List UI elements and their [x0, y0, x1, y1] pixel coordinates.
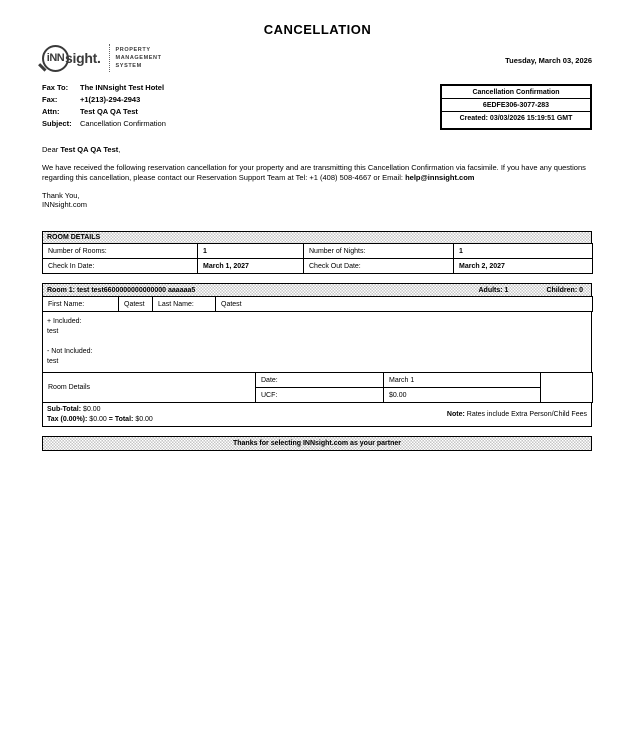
document-header: [42, 44, 592, 72]
innsight-logo: [42, 44, 162, 72]
logo-tagline-line: PROPERTY: [115, 47, 151, 53]
tax-value: $0.00: [89, 415, 107, 423]
confirmation-number: 6EDFE306-3077-283: [442, 99, 590, 112]
included-value: test: [47, 328, 59, 335]
subject-value: Cancellation Confirmation: [80, 119, 166, 128]
salutation: [42, 145, 592, 154]
document-content: [42, 44, 592, 451]
fax-to-row: [42, 82, 166, 94]
document-title: CANCELLATION: [263, 22, 372, 37]
room1-children-count: Children: 0: [546, 286, 583, 294]
subtotal-label: Sub-Total:: [47, 406, 82, 413]
logo-brand-suffix: sight.: [65, 50, 101, 66]
last-name-label: Last Name:: [153, 297, 216, 312]
salutation-name: Test QA QA Test: [60, 145, 119, 154]
document-date: Tuesday, March 03, 2026: [505, 56, 592, 65]
closing-thank-you: Thank You,: [42, 191, 80, 200]
rates-note: [447, 410, 587, 420]
fax-number-row: [42, 94, 166, 106]
room1-occupancy: [478, 287, 587, 294]
logo-tagline-line: MANAGEMENT: [115, 55, 162, 61]
rate-date-label: Date:: [256, 373, 384, 388]
total-label: = Total:: [108, 415, 134, 423]
fax-number-value: +1(213)-294-2943: [80, 95, 141, 104]
first-name-label: First Name:: [43, 297, 119, 312]
attn-label: Attn:: [42, 107, 60, 116]
check-in-date-value: March 1, 2027: [198, 259, 304, 274]
room1-section-header: [42, 283, 592, 297]
room1-title: Room 1: test test6600000000000000 aaaaaa5: [47, 286, 196, 294]
note-text: Rates include Extra Person/Child Fees: [466, 410, 587, 418]
number-of-rooms-label: Number of Rooms:: [43, 244, 198, 259]
subject-row: [42, 118, 166, 130]
logo-tagline: [116, 46, 162, 70]
fax-number-label: Fax:: [42, 95, 58, 104]
subject-label: Subject:: [42, 119, 72, 128]
not-included-value: test: [47, 358, 59, 365]
first-name-value: Qatest: [119, 297, 153, 312]
support-email: help@innsight.com: [405, 172, 475, 182]
salutation-prefix: Dear: [42, 145, 61, 154]
table-row: [43, 297, 593, 312]
confirmation-box-title: Cancellation Confirmation: [442, 86, 590, 99]
salutation-suffix: ,: [118, 145, 121, 154]
room1-adults-count: Adults: 1: [478, 286, 509, 294]
table-row: [43, 259, 593, 274]
fax-header-block: [42, 82, 166, 130]
fax-to-label: Fax To:: [42, 83, 69, 92]
room-rate-table: [42, 372, 593, 403]
logo-tagline-line: SYSTEM: [115, 63, 142, 69]
check-out-date-value: March 2, 2027: [454, 259, 593, 274]
body-paragraph: [42, 163, 592, 182]
check-out-date-label: Check Out Date:: [304, 259, 454, 274]
number-of-rooms-value: 1: [198, 244, 304, 259]
confirmation-created-timestamp: Created: 03/03/2026 15:19:51 GMT: [459, 115, 573, 122]
total-value: $0.00: [135, 415, 153, 423]
ucf-value: $0.00: [384, 388, 541, 403]
number-of-nights-value: 1: [454, 244, 593, 259]
guest-name-table: [42, 296, 593, 312]
footer-banner: [42, 436, 592, 451]
totals-row: [42, 403, 592, 427]
tax-total-line: [47, 415, 153, 425]
table-row: [43, 373, 593, 388]
included-label: + Included:: [47, 318, 82, 325]
room-details-cell-label: Room Details: [43, 373, 256, 403]
body-paragraph-text: We have received the following reservation cancellation for your property and are transmitting this Cancellation Confirmation via facsimile. If you have any questions regarding this cancellation, please contact our Reservation Support Team at Tel: +1 (408) 508-4667 or Email:: [42, 163, 586, 182]
fax-confirmation-row: [42, 82, 592, 130]
spacer: [47, 337, 587, 347]
not-included-label: - Not Included:: [47, 348, 93, 355]
attn-value: Test QA QA Test: [80, 107, 138, 116]
table-row: [43, 244, 593, 259]
number-of-nights-label: Number of Nights:: [304, 244, 454, 259]
totals-left: [47, 405, 153, 424]
logo-brand-prefix: iNN: [46, 52, 65, 64]
ucf-label: UCF:: [256, 388, 384, 403]
rate-empty-cell: [541, 373, 593, 403]
fax-to-value: The INNsight Test Hotel: [80, 83, 165, 92]
room-details-section-title: ROOM DETAILS: [47, 234, 101, 241]
closing-block: [42, 191, 592, 209]
attn-row: [42, 106, 166, 118]
logo-divider: [109, 44, 110, 72]
subtotal-line: [47, 405, 153, 415]
rate-date-value: March 1: [384, 373, 541, 388]
closing-signature: INNsight.com: [42, 200, 88, 209]
inclusions-cell: [42, 312, 592, 373]
check-in-date-label: Check In Date:: [43, 259, 198, 274]
footer-banner-text: Thanks for selecting INNsight.com as your partner: [232, 440, 402, 447]
magnifying-glass-icon: [42, 45, 69, 72]
confirmation-box: [440, 84, 592, 130]
subtotal-value: $0.00: [83, 406, 101, 413]
room-details-table: [42, 243, 593, 274]
tax-label: Tax (0.00%):: [47, 415, 88, 423]
last-name-value: Qatest: [216, 297, 593, 312]
note-label: Note:: [446, 410, 465, 418]
